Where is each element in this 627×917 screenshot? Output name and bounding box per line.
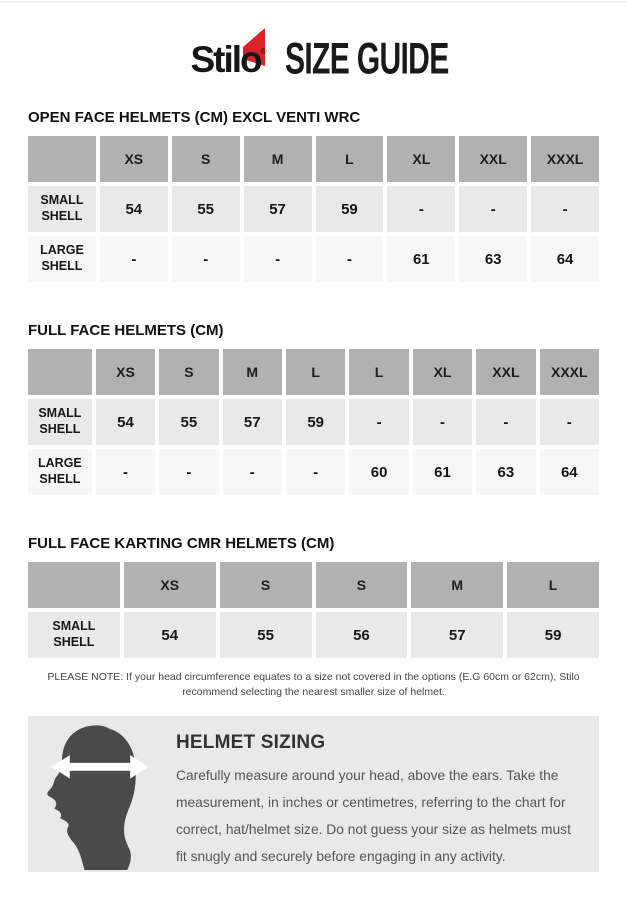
size-value-cell: - xyxy=(96,449,155,495)
size-value-cell: 61 xyxy=(387,236,455,282)
size-value-cell: 55 xyxy=(172,186,240,232)
size-value-cell: - xyxy=(459,186,527,232)
stilo-logo xyxy=(190,38,267,80)
table-open-face-helmets xyxy=(28,109,599,282)
size-header-cell: S xyxy=(172,136,240,182)
size-header-cell: L xyxy=(316,136,384,182)
size-value-cell: 55 xyxy=(220,612,312,658)
registered-mark: ® xyxy=(260,46,267,56)
please-note-label: PLEASE NOTE: xyxy=(47,671,124,683)
size-value-cell: - xyxy=(349,399,408,445)
helmet-sizing-panel xyxy=(28,716,599,872)
table-title: OPEN FACE HELMETS (CM) EXCL VENTI WRC xyxy=(28,109,361,126)
shell-row-label: SMALL SHELL xyxy=(28,612,120,658)
size-value-cell: 56 xyxy=(316,612,408,658)
size-value-cell: - xyxy=(244,236,312,282)
size-value-cell: - xyxy=(387,186,455,232)
size-header-cell: L xyxy=(286,349,345,395)
page-title: SIZE GUIDE xyxy=(284,34,449,84)
size-value-cell: 59 xyxy=(286,399,345,445)
size-value-cell: 57 xyxy=(223,399,282,445)
page-title-wrap xyxy=(284,34,449,84)
size-header-cell: M xyxy=(223,349,282,395)
size-value-cell: 63 xyxy=(459,236,527,282)
tables-area xyxy=(28,109,599,872)
size-table-grid xyxy=(28,349,599,495)
size-value-cell: 54 xyxy=(124,612,216,658)
size-header-cell: XXXL xyxy=(531,136,599,182)
size-header-cell: M xyxy=(411,562,503,608)
size-value-cell: - xyxy=(172,236,240,282)
size-header-cell: L xyxy=(507,562,599,608)
size-value-cell: 55 xyxy=(159,399,218,445)
size-value-cell: - xyxy=(223,449,282,495)
size-value-cell: - xyxy=(100,236,168,282)
size-value-cell: - xyxy=(540,399,599,445)
size-header-cell: XS xyxy=(124,562,216,608)
size-value-cell: - xyxy=(531,186,599,232)
size-header-cell: S xyxy=(316,562,408,608)
size-header-cell xyxy=(28,562,120,608)
size-header-cell: S xyxy=(159,349,218,395)
head-silhouette-icon xyxy=(42,724,156,870)
size-value-cell: 60 xyxy=(349,449,408,495)
size-value-cell: 61 xyxy=(413,449,472,495)
table-full-face-helmets xyxy=(28,322,599,495)
size-header-cell: XXXL xyxy=(540,349,599,395)
size-header-cell: S xyxy=(220,562,312,608)
size-header-cell: XL xyxy=(413,349,472,395)
table-title: FULL FACE KARTING CMR HELMETS (CM) xyxy=(28,535,335,552)
sizing-text-block xyxy=(176,716,599,871)
size-value-cell: 63 xyxy=(476,449,535,495)
please-note xyxy=(34,670,594,700)
size-table-grid xyxy=(28,136,599,282)
size-header-cell: XS xyxy=(100,136,168,182)
table-karting-cmr-helmets xyxy=(28,535,599,658)
size-value-cell: 59 xyxy=(507,612,599,658)
size-value-cell: - xyxy=(476,399,535,445)
size-header-cell: XXL xyxy=(476,349,535,395)
size-value-cell: 54 xyxy=(100,186,168,232)
size-header-cell: XS xyxy=(96,349,155,395)
sizing-body: Carefully measure around your head, above the ears. Take the measurement, in inches or centimetres, referring to the chart for correct, hat/helmet size. Do not guess your size as helmets must fit snugly and securely before engaging in any activity. xyxy=(176,768,571,865)
size-value-cell: - xyxy=(286,449,345,495)
size-header-cell: XL xyxy=(387,136,455,182)
size-guide-page xyxy=(0,33,627,872)
size-header-cell: L xyxy=(349,349,408,395)
shell-row-label: SMALL SHELL xyxy=(28,399,92,445)
shell-row-label: SMALL SHELL xyxy=(28,186,96,232)
size-header-cell: M xyxy=(244,136,312,182)
please-note-text: If your head circumference equates to a size not covered in the options (E.G 60cm or 62cm), Stilo recommend selecting the nearest smaller size of helmet. xyxy=(126,671,580,699)
size-header-cell: XXL xyxy=(459,136,527,182)
top-divider xyxy=(0,0,627,3)
table-title: FULL FACE HELMETS (CM) xyxy=(28,322,224,339)
header xyxy=(28,33,599,85)
size-header-cell xyxy=(28,136,96,182)
shell-row-label: LARGE SHELL xyxy=(28,236,96,282)
sizing-heading: HELMET SIZING xyxy=(176,732,326,754)
size-value-cell: - xyxy=(159,449,218,495)
size-value-cell: 64 xyxy=(531,236,599,282)
size-value-cell: 64 xyxy=(540,449,599,495)
shell-row-label: LARGE SHELL xyxy=(28,449,92,495)
size-value-cell: 59 xyxy=(316,186,384,232)
size-table-grid xyxy=(28,562,599,658)
size-value-cell: 57 xyxy=(411,612,503,658)
size-value-cell: - xyxy=(413,399,472,445)
size-value-cell: 57 xyxy=(244,186,312,232)
stilo-wordmark: Stilo xyxy=(190,38,261,80)
size-value-cell: - xyxy=(316,236,384,282)
size-header-cell xyxy=(28,349,92,395)
size-value-cell: 54 xyxy=(96,399,155,445)
